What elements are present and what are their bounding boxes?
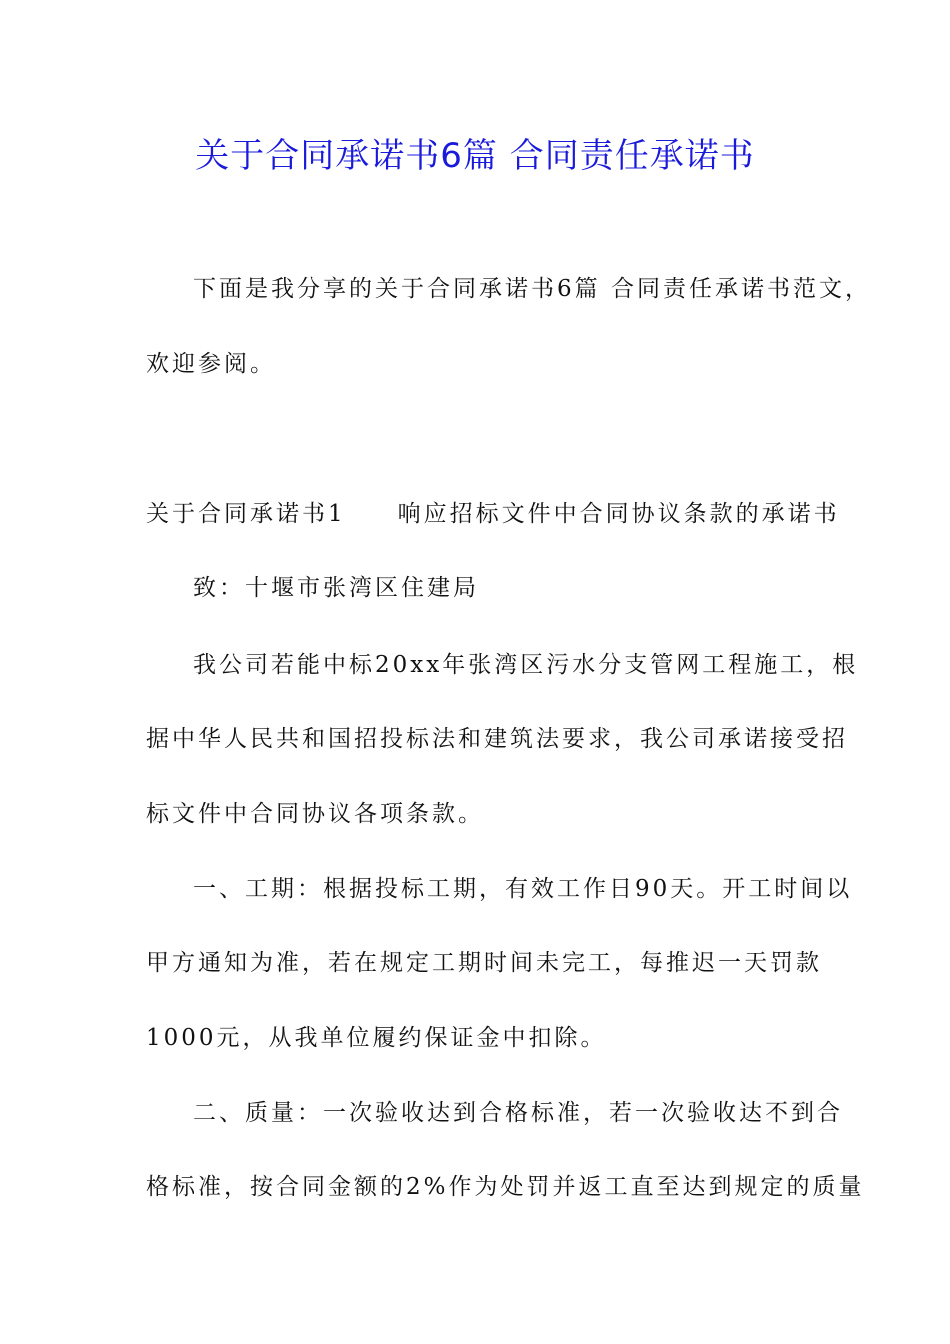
document-title: 关于合同承诺书6篇 合同责任承诺书: [195, 136, 755, 176]
clause-1-line-1: 一、工期：根据投标工期，有效工作日90天。开工时间以: [193, 876, 853, 902]
body-line-2: 据中华人民共和国招投标法和建筑法要求，我公司承诺接受招: [146, 726, 848, 752]
intro-line-2: 欢迎参阅。: [146, 351, 276, 377]
body-line-3: 标文件中合同协议各项条款。: [146, 801, 484, 827]
section-heading-label: 关于合同承诺书1: [146, 501, 346, 527]
intro-line-1: 下面是我分享的关于合同承诺书6篇 合同责任承诺书范文，: [193, 276, 871, 302]
addressee-line: 致：十堰市张湾区住建局: [193, 575, 479, 601]
clause-1-line-2: 甲方通知为准，若在规定工期时间未完工，每推迟一天罚款: [146, 950, 822, 976]
section-heading: [146, 495, 840, 528]
body-line-1: 我公司若能中标20xx年张湾区污水分支管网工程施工，根: [193, 652, 859, 678]
clause-1-line-3: 1000元，从我单位履约保证金中扣除。: [146, 1025, 607, 1051]
section-heading-subtitle: 响应招标文件中合同协议条款的承诺书: [397, 501, 840, 527]
clause-2-line-2: 格标准，按合同金额的2%作为处罚并返工直至达到规定的质量: [146, 1174, 865, 1200]
clause-2-line-1: 二、质量：一次验收达到合格标准，若一次验收达不到合: [193, 1100, 843, 1126]
